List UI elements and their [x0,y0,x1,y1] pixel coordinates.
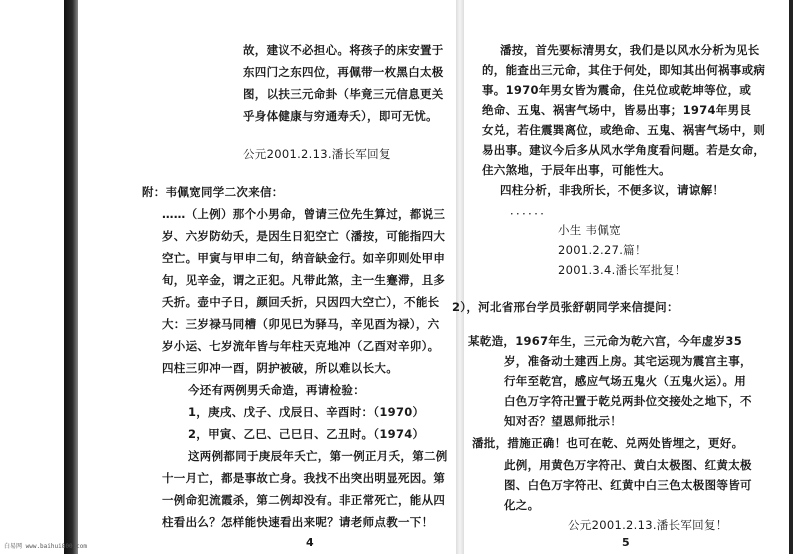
text-line: 某乾造，1967年生，三元命为乾六宫，今年虚岁35 [468,334,743,348]
signature-line: 小生 韦佩宽 [558,223,621,237]
left-page [80,0,456,554]
text-line: 乎身体健康与穷通寿夭），即可无忧。 [243,109,438,123]
page-gutter [456,0,464,554]
date-line: 2001.2.27.篇！ [558,243,647,257]
text-line: 图，以扶三元命卦（毕竟三元信息更关 [243,87,444,101]
text-line: 潘批，措施正确！也可在乾、兑两处皆埋之，更好。 [472,436,744,450]
page-edge [789,0,793,554]
text-line: 化之。 [504,498,540,512]
example-line: 1，庚戌、戊子、戊辰日、辛酉时：（1970） [188,405,425,419]
right-page [452,0,786,554]
text-line: 绝命、五鬼、祸害气场中，皆易出事；1974年男艮 [482,103,752,117]
text-line: 图、白色万字符卍、红黄中白三色太极图等皆可 [504,478,752,492]
text-line: 四柱三卯冲一酉，阴护被破，所以难以长大。 [162,361,398,375]
text-line: 岁、六岁防幼夭，是因生日犯空亡（潘按，可能指四大 [162,229,446,243]
page-number: 5 [622,536,630,549]
text-line: ……（上例）那个小男命，曾请三位先生算过，都说三 [162,207,446,221]
text-line: 夭折。壶中子日，颜回夭折，只因四大空亡），不能长 [162,295,440,309]
book-spine-shadow [64,0,78,554]
section-heading: 附：韦佩宽同学二次来信： [142,185,284,199]
text-line: 今还有两例男夭命造，再请检验： [188,383,365,397]
date-line: 2001.3.4.潘长军批复！ [558,263,687,277]
section-heading: 2），河北省邢台学员张舒朝同学来信提问： [452,300,679,314]
text-line: 的，能查出三元命，其住于何处，即知其出何祸事或病 [482,63,766,77]
signature-line: 公元2001.2.13.潘长军回复 [243,147,391,161]
text-line: 旬，见辛金，谓之正犯。凡带此煞，主一生蹇滞，且多 [162,273,446,287]
signature-line: 公元2001.2.13.潘长军回复！ [568,518,728,532]
text-line: 大：三岁禄马同槽（卯见巳为驿马，辛见酉为禄），六 [162,317,440,331]
text-line: 这两例都同于庚辰年夭亡，第一例正月夭，第二例 [188,449,448,463]
text-line: 岁，准备动土建西上房。其宅运现为震宫主事， [504,354,752,368]
text-line: 四柱分析，非我所长，不便多议，请谅解！ [500,183,725,197]
text-line: 女兑，若住震巽离位，或绝命、五鬼、祸害气场中，则 [482,123,766,137]
text-line: 白色万字符卍置于乾兑两卦位交接处之地下，不 [504,394,752,408]
text-line: 东四门之东四位，再佩带一枚黑白太极 [243,65,444,79]
text-line: 事。1970年男女皆为震命，住兑位或乾坤等位，或 [482,83,752,97]
text-line: 柱看出么？怎样能快速看出来呢？请老师点教一下！ [162,515,434,529]
text-line: 此例，用黄色万字符卍、黄白太极图、红黄太极 [504,458,752,472]
text-line: 知对否？望恩师批示！ [504,414,622,428]
text-line: 故，建议不必担心。将孩子的床安置于 [243,43,444,57]
text-line: 十一月亡，都是事故亡身。我找不出突出明显死因。第 [162,471,446,485]
text-line: 空亡。甲寅与甲申二旬，纳音缺金行。如辛卯则处甲申 [162,251,446,265]
text-line: 潘按，首先要标清男女，我们是以风水分析为见长 [500,43,760,57]
ellipsis-line: ．．．．．． [510,203,553,217]
footer-watermark: 白易网 www.baihui800.com [4,543,88,550]
text-line: 易出事。建议今后多从风水学角度看问题。若是女命， [482,143,766,157]
text-line: 住六煞地，于辰年出事，可能性大。 [482,163,671,177]
example-line: 2，甲寅、乙巳、己巳日、乙丑时。（1974） [188,427,425,441]
text-line: 一例命犯流霞杀，第二例却没有。非正常死亡，能从四 [162,493,446,507]
text-line: 行年至乾宫，感应气场五鬼火（五鬼火运）。用 [504,374,747,388]
text-line: 岁小运、七岁流年皆与年柱天克地冲（乙酉对辛卯）。 [162,339,440,353]
page-number: 4 [306,536,314,549]
